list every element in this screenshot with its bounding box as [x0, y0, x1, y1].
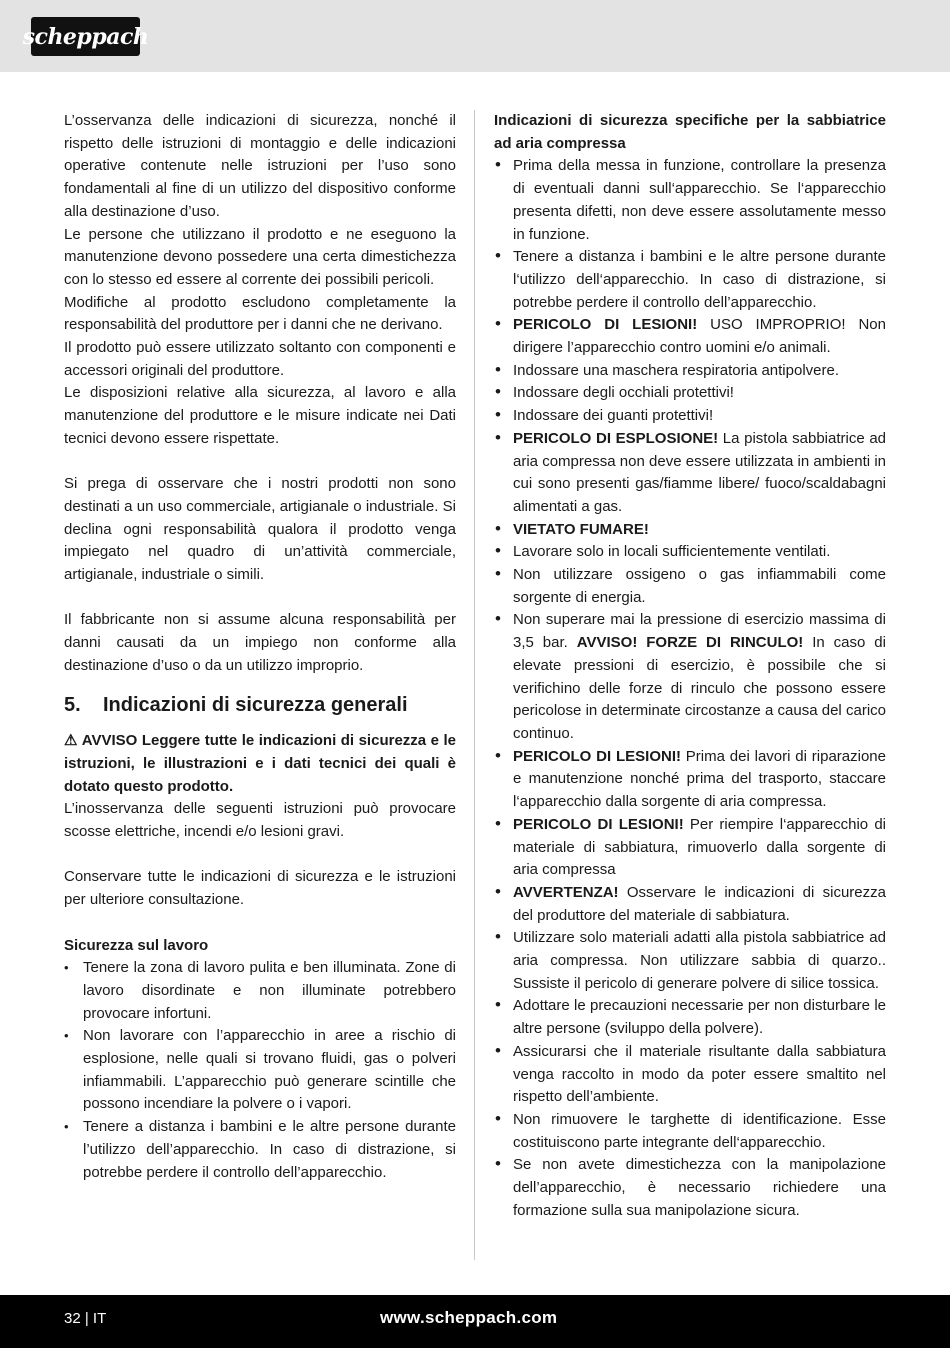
- warning-bold-text: AVVISO Leggere tutte le indicazioni di sicurezza e le istruzioni, le illustrazioni e i dati tecnici dei quali è dotato questo prodotto.: [64, 732, 456, 795]
- list-item: [494, 564, 886, 609]
- section-title: Indicazioni di sicurezza generali: [103, 693, 408, 716]
- liability-paragraph: Il fabbricante non si assume alcuna responsabilità per danni causati da un impiego non conforme alla destinazione d’uso o da un utilizzo improprio.: [64, 611, 456, 674]
- warning-label: PERICOLO DI ESPLOSIONE!: [513, 429, 719, 447]
- item-text: Tenere a distanza i bambini e le altre persone durante l‘utilizzo dell‘apparecchio. In caso di distrazione, si potrebbe perdere il controllo dell’apparecchio.: [513, 248, 886, 311]
- list-item: [494, 995, 886, 1040]
- item-text: Indossare degli occhiali protettivi!: [513, 384, 734, 402]
- item-text: Per riempire l‘apparecchio di materiale di sabbiatura, rimuoverlo dalla sorgente di aria compressa: [513, 815, 886, 879]
- list-item: [494, 519, 886, 542]
- list-item: • Non lavorare con l’apparecchio in aree a rischio di esplosione, nelle quali si trovano fluidi, gas o polveri infiammabili. L’apparecchio può generare scintille che possono incendiare la polvere o i vapori.: [64, 1025, 456, 1116]
- list-item: [494, 314, 886, 359]
- warning-label: PERICOLO DI LESIONI!: [513, 316, 698, 334]
- list-item: [494, 541, 886, 564]
- intro-paragraph-5: Le disposizioni relative alla sicurezza, al lavoro e alla manutenzione del produttore e le misure indicate nei Dati tecnici devono essere rispettate.: [64, 384, 456, 447]
- item-text: Prima della messa in funzione, controllare la presenza di eventuali danni sull‘apparecchio. Se l‘apparecchio presenta difetti, non deve essere assolutamente messo in funzione.: [513, 157, 886, 243]
- right-column: [494, 110, 886, 1222]
- item-text: Non superare mai la pressione di esercizio massima di 3,5 bar.: [513, 611, 886, 652]
- list-item: [494, 246, 886, 314]
- item-text: Prima dei lavori di riparazione e manutenzione nonché prima del trasporto, staccare l‘apparecchio dalla sorgente di aria compressa.: [513, 747, 886, 811]
- list-item: [494, 405, 886, 428]
- brand-logo: [22, 17, 149, 56]
- intro-paragraph-4: Il prodotto può essere utilizzato soltanto con componenti e accessori originali del produttore.: [64, 339, 456, 379]
- keep-instructions-text: Conservare tutte le indicazioni di sicurezza e le istruzioni per ulteriore consultazione.: [64, 868, 456, 909]
- list-item: [494, 1109, 886, 1154]
- intro-paragraph-2: Le persone che utilizzano il prodotto e ne eseguono la manutenzione devono possedere una certa dimestichezza con lo stesso ed essere al corrente dei possibili pericoli.: [64, 225, 456, 288]
- item-text: USO IMPROPRIO! Non dirigere l’apparecchio contro uomini e/o animali.: [513, 316, 886, 357]
- item-text: Non rimuovere le targhette di identificazione. Esse costituiscono parte integrante dell‘apparecchio.: [513, 1110, 886, 1151]
- list-item: [494, 382, 886, 405]
- list-item: [494, 428, 886, 519]
- commercial-use-paragraph: Si prega di osservare che i nostri prodotti non sono destinati a un uso commerciale, artigianale o industriale. Si declina ogni responsabilità qualora il prodotto venga impiegato nel quadro di un’attività commerciale, artigianale, industriale o simili.: [64, 475, 456, 584]
- section-heading: [64, 694, 456, 717]
- work-safety-list: [64, 957, 456, 1184]
- work-safety-title: Sicurezza sul lavoro: [64, 936, 209, 954]
- item-text: In caso di elevate pressioni di esercizio, è possibile che si verifichino delle forze di rinculo che possono essere pericolose in determinate circostanze a causa del carico continuo.: [513, 634, 886, 742]
- warning-triangle-icon: ⚠: [64, 732, 78, 750]
- brand-logo-text: scheppach: [22, 23, 149, 50]
- item-text: Indossare una maschera respiratoria antipolvere.: [513, 361, 840, 379]
- page-number: 32 | IT: [64, 1310, 107, 1327]
- list-item: [494, 746, 886, 814]
- section-number: 5.: [64, 693, 81, 716]
- list-item: [494, 927, 886, 995]
- list-item: [494, 814, 886, 882]
- warning-label: AVVERTENZA!: [513, 883, 619, 901]
- item-text: Assicurarsi che il materiale risultante dalla sabbiatura venga raccolto in modo da poter essere smaltito nel rispetto dell’ambiente.: [513, 1042, 886, 1106]
- intro-paragraph-3: Modifiche al prodotto escludono completamente la responsabilità del produttore per i danni che ne derivano.: [64, 293, 456, 334]
- specific-safety-list: [494, 155, 886, 1222]
- list-item: [494, 155, 886, 246]
- item-text: Osservare le indicazioni di sicurezza del produttore del materiale di sabbiatura.: [513, 883, 886, 924]
- intro-paragraph-1: L’osservanza delle indicazioni di sicurezza, nonché il rispetto delle istruzioni di montaggio e delle indicazioni operative contenute nelle istruzioni per l’uso sono fondamentali al fine di un utilizzo del dispositivo conforme alla destinazione d’uso.: [64, 112, 456, 220]
- left-column: [64, 110, 456, 1184]
- header-bar: [0, 0, 950, 72]
- list-item: [494, 360, 886, 383]
- item-text: Lavorare solo in locali sufficientemente ventilati.: [513, 543, 831, 561]
- column-divider: [474, 110, 475, 1260]
- list-item: • Tenere la zona di lavoro pulita e ben illuminata. Zone di lavoro disordinate e non illuminate potrebbero provocare infortuni.: [64, 957, 456, 1025]
- warning-label: VIETATO FUMARE!: [513, 520, 649, 538]
- item-text: Non utilizzare ossigeno o gas infiammabili come sorgente di energia.: [513, 566, 886, 606]
- warning-heading: [64, 730, 456, 798]
- specific-safety-title: Indicazioni di sicurezza specifiche per la sabbiatrice ad aria compressa: [494, 112, 886, 152]
- item-text: Se non avete dimestichezza con la manipolazione dell’apparecchio, è necessario richiedere una formazione sulla sua manipolazione sicura.: [513, 1156, 886, 1219]
- footer-url: www.scheppach.com: [380, 1308, 558, 1327]
- list-item: [494, 882, 886, 927]
- item-text: Adottare le precauzioni necessarie per non disturbare le altre persone (sviluppo della polvere).: [513, 997, 886, 1038]
- list-item: [494, 1154, 886, 1222]
- warning-label: PERICOLO DI LESIONI!: [513, 815, 684, 833]
- item-text: La pistola sabbiatrice ad aria compressa non deve essere utilizzata in ambienti in cui sono presenti gas/fiamme libere/ fuoco/scaldabagni alimentati a gas.: [513, 429, 886, 515]
- item-text: Utilizzare solo materiali adatti alla pistola sabbiatrice ad aria compressa. Non utilizzare sabbia di quarzo.. Sussiste il pericolo di generare polvere di silice tossica.: [513, 929, 886, 992]
- list-item: [494, 609, 886, 745]
- warning-text: L’inosservanza delle seguenti istruzioni può provocare scosse elettriche, incendi e/o lesioni gravi.: [64, 800, 456, 841]
- warning-label: PERICOLO DI LESIONI!: [513, 747, 681, 765]
- warning-label: AVVISO! FORZE DI RINCULO!: [576, 634, 804, 652]
- list-item: • Tenere a distanza i bambini e le altre persone durante l’utilizzo dell’apparecchio. In caso di distrazione, si potrebbe perdere il controllo dell’apparecchio.: [64, 1116, 456, 1184]
- list-item: [494, 1041, 886, 1109]
- item-text: Indossare dei guanti protettivi!: [513, 407, 714, 425]
